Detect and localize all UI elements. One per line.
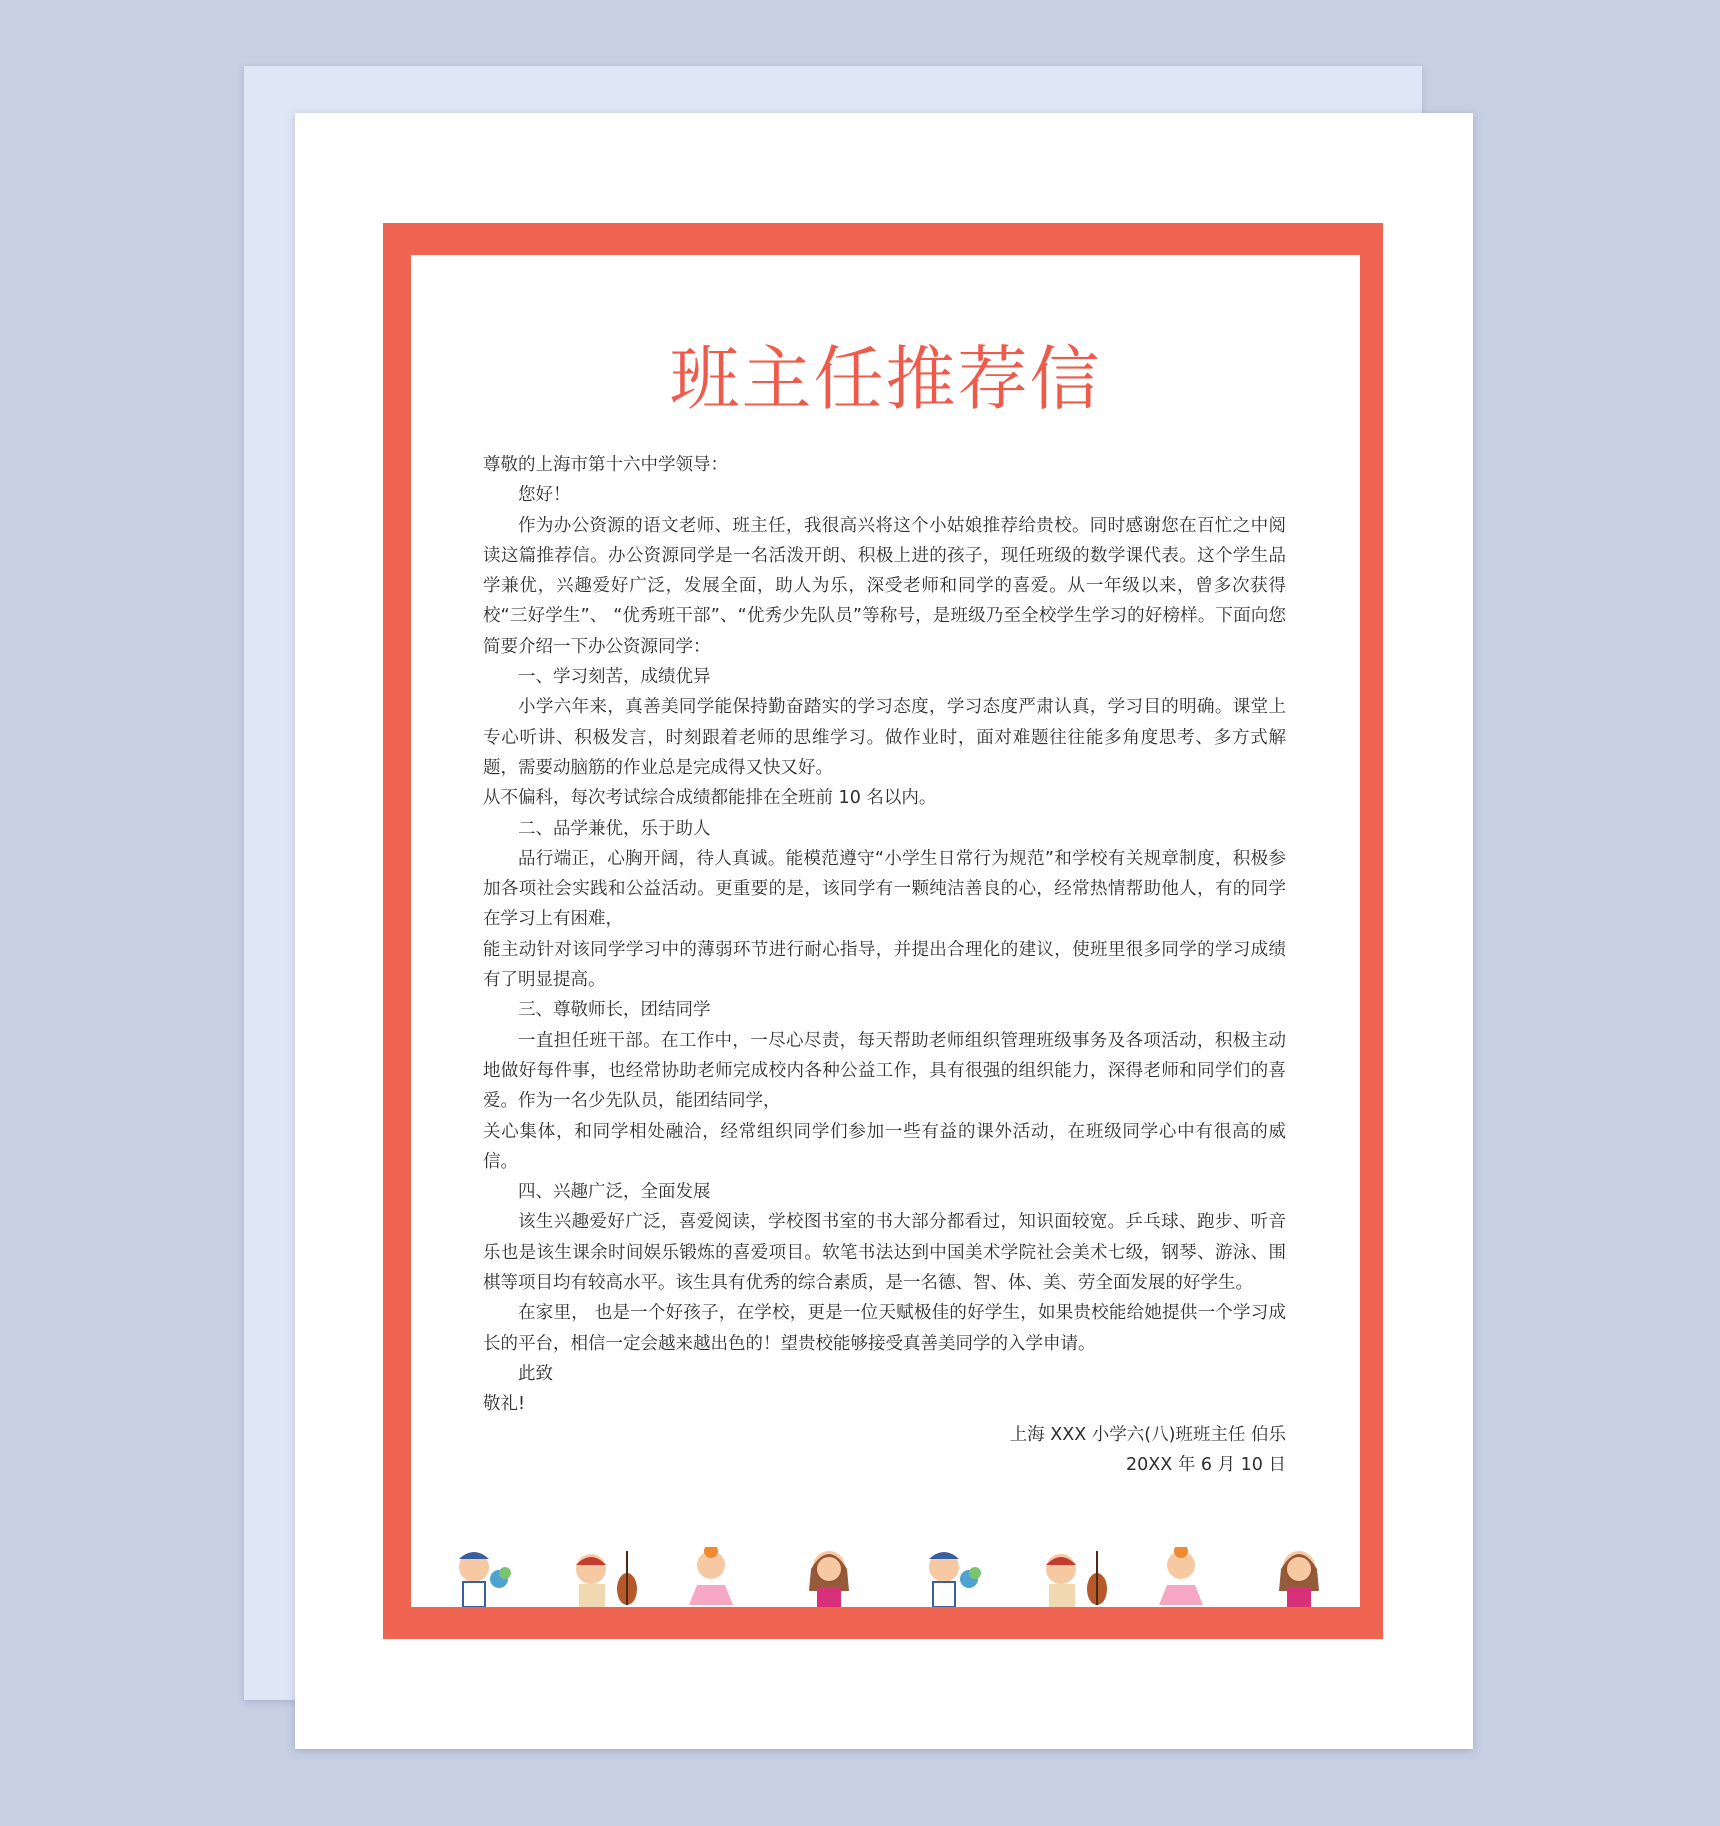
section-continuation-2: 能主动针对该同学学习中的薄弱环节进行耐心指导，并提出合理化的建议，使班里很多同学的学习成绩有了明显提高。 bbox=[483, 939, 1286, 991]
section-heading-1: 一、学习刻苦，成绩优异 bbox=[518, 667, 711, 688]
kid-girl-icon bbox=[809, 1551, 849, 1607]
closing-phrase-2: 敬礼! bbox=[483, 1394, 526, 1415]
date: 20XX 年 6 月 10 日 bbox=[1126, 1454, 1286, 1475]
greeting: 您好！ bbox=[518, 485, 571, 506]
kid-dancer-icon bbox=[1159, 1547, 1203, 1605]
section-body-4: 该生兴趣爱好广泛，喜爱阅读，学校图书室的书大部分都看过，知识面较宽。乒乓球、跑步、听音乐也是该生课余时间娱乐锻炼的喜爱项目。软笔书法达到中国美术学院社会美术七级，钢琴、游泳、围棋等项目均有较高水平。该生具有优秀的综合素质，是一名德、智、体、美、劳全面发展的好学生。 bbox=[483, 1212, 1286, 1294]
section-heading-3: 三、尊敬师长，团结同学 bbox=[518, 1000, 711, 1021]
cartoon-kids-strip bbox=[411, 1547, 1360, 1607]
kid-cellist-icon bbox=[1046, 1551, 1107, 1607]
section-body-3: 一直担任班干部。在工作中，一尽心尽责，每天帮助老师组织管理班级事务及各项活动，积极主动地做好每件事，也经常协助老师完成校内各种公益工作，具有很强的组织能力，深得老师和同学们的喜爱。作为一名少先队员，能团结同学， bbox=[483, 1030, 1286, 1112]
cartoon-kids-illustration bbox=[411, 1547, 1360, 1607]
section-continuation-1: 从不偏科，每次考试综合成绩都能排在全班前 10 名以内。 bbox=[483, 788, 937, 809]
intro-paragraph: 作为办公资源的语文老师、班主任，我很高兴将这个小姑娘推荐给贵校。同时感谢您在百忙之中阅读这篇推荐信。办公资源同学是一名活泼开朗、积极上进的孩子，现任班级的数学课代表。这个学生品学兼优，兴趣爱好广泛，发展全面，助人为乐，深受老师和同学的喜爱。从一年级以来，曾多次获得校“三好学生”、 “优秀班干部”、“优秀少先队员”等称号，是班级乃至全校学生学习的好榜样。下面向您简要介绍一下办公资源同学： bbox=[483, 515, 1286, 657]
salutation: 尊敬的上海市第十六中学领导： bbox=[483, 455, 728, 475]
kid-painter-icon bbox=[929, 1552, 981, 1607]
letter-body bbox=[483, 450, 1286, 1480]
closing-paragraph: 在家里， 也是一个好孩子，在学校，更是一位天赋极佳的好学生，如果贵校能给她提供一个学习成长的平台，相信一定会越来越出色的！望贵校能够接受真善美同学的入学申请。 bbox=[483, 1303, 1286, 1354]
kid-painter-icon bbox=[459, 1552, 511, 1607]
section-body-1: 小学六年来，真善美同学能保持勤奋踏实的学习态度，学习态度严肃认真，学习目的明确。课堂上专心听讲、积极发言，时刻跟着老师的思维学习。做作业时，面对难题往往能多角度思考、多方式解题，需要动脑筋的作业总是完成得又快又好。 bbox=[483, 697, 1286, 778]
section-continuation-3: 关心集体，和同学相处融洽，经常组织同学们参加一些有益的课外活动，在班级同学心中有很高的威信。 bbox=[483, 1121, 1286, 1172]
kid-girl-icon bbox=[1279, 1551, 1319, 1607]
letter-title: 班主任推荐信 bbox=[669, 338, 1102, 420]
section-heading-4: 四、兴趣广泛，全面发展 bbox=[518, 1182, 711, 1203]
letter-content-area bbox=[411, 255, 1360, 1607]
section-body-2: 品行端正，心胸开阔，待人真诚。能模范遵守“小学生日常行为规范”和学校有关规章制度，积极参加各项社会实践和公益活动。更重要的是，该同学有一颗纯洁善良的心，经常热情帮助他人，有的同学在学习上有困难， bbox=[483, 848, 1286, 930]
section-heading-2: 二、品学兼优，乐于助人 bbox=[518, 818, 711, 839]
closing-phrase-1: 此致 bbox=[518, 1363, 553, 1384]
kid-dancer-icon bbox=[689, 1547, 733, 1605]
kid-cellist-icon bbox=[576, 1551, 637, 1607]
signature: 上海 XXX 小学六(八)班班主任 伯乐 bbox=[1009, 1424, 1286, 1445]
